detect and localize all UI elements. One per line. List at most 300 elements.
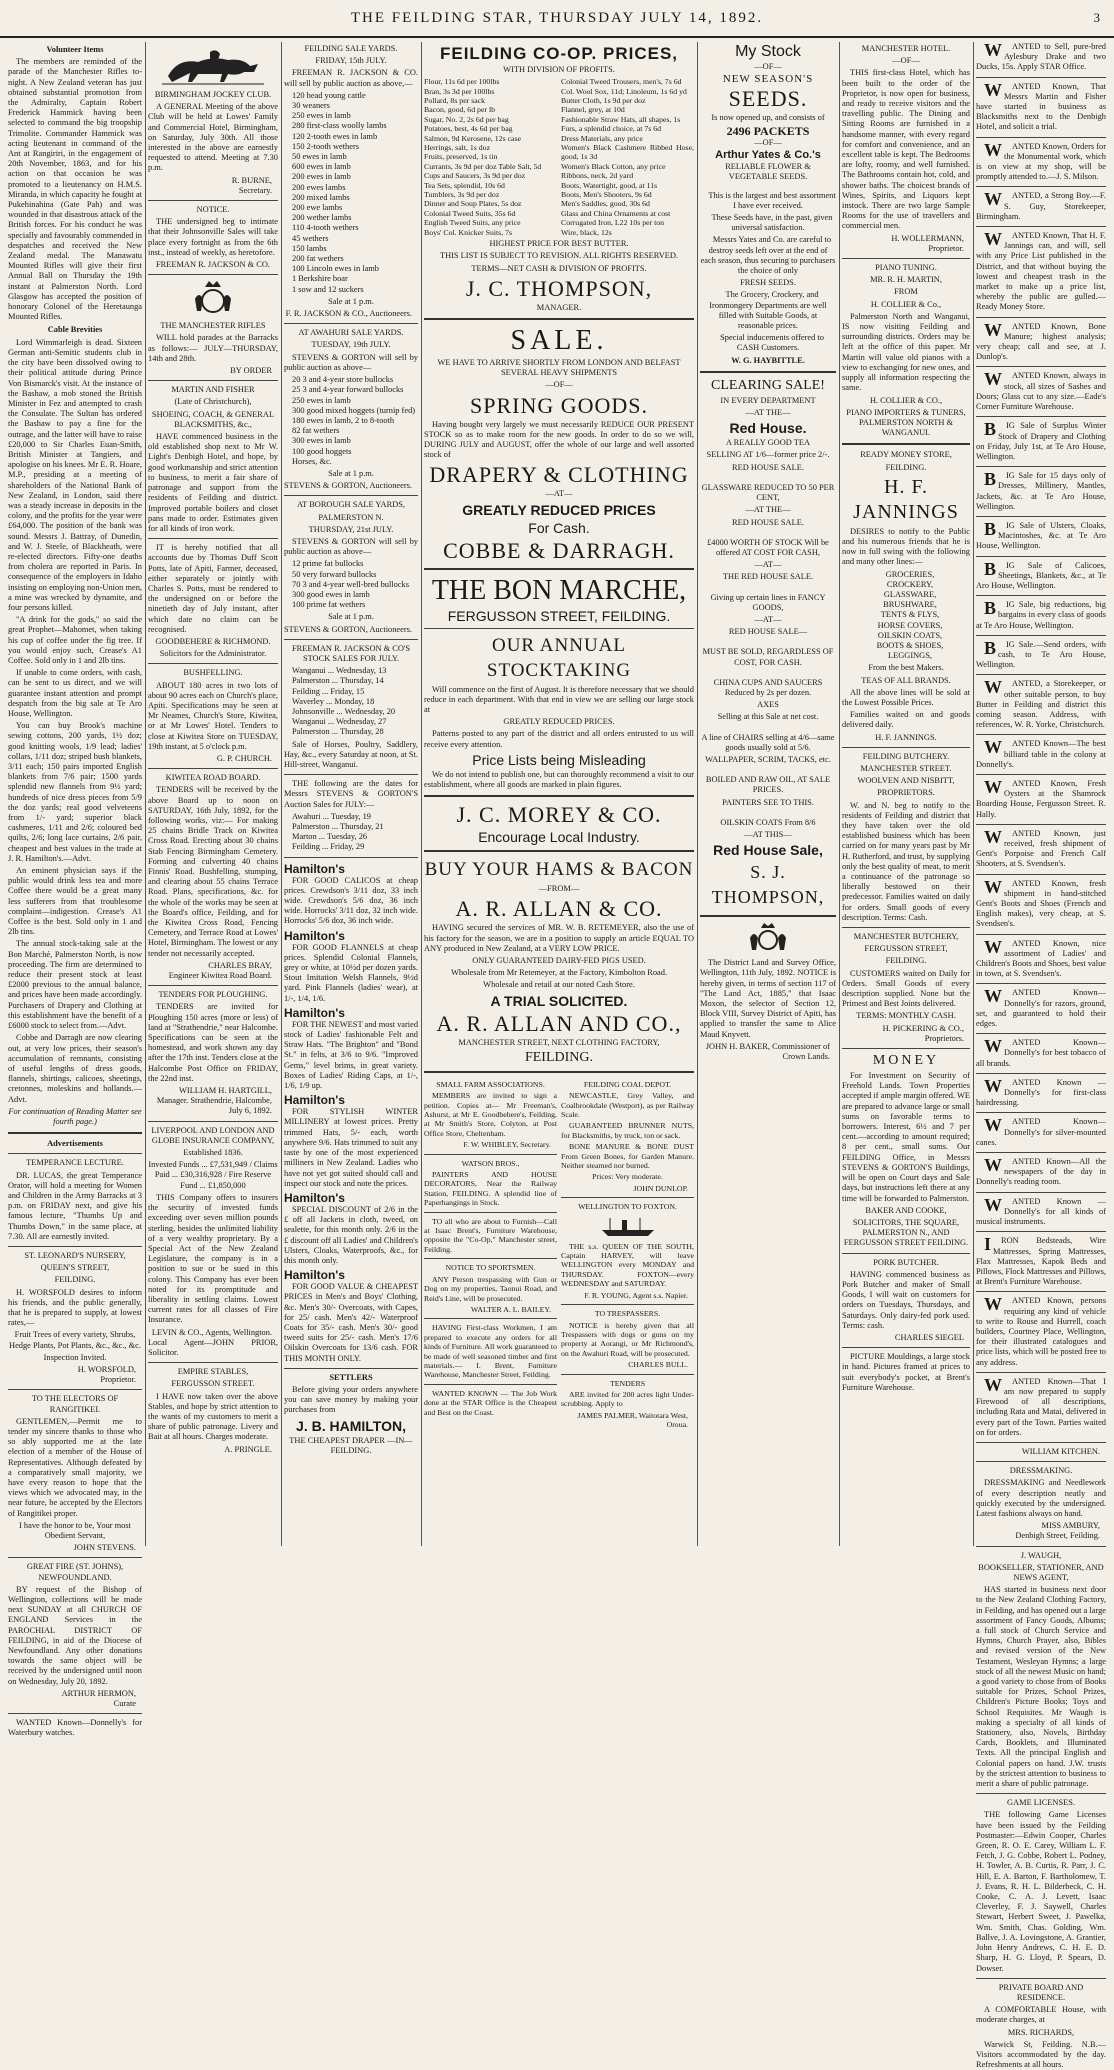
advert-text: —AT— xyxy=(754,614,782,624)
advert-text: —OF— xyxy=(892,56,920,66)
advert-text: —AT THE— xyxy=(745,505,791,515)
signature: H. F. JANNINGS. xyxy=(875,732,937,742)
list-item: 200 fat wethers xyxy=(292,254,344,264)
list-item: 200 ewe lambs xyxy=(292,203,343,213)
advert-text: RED HOUSE SALE— xyxy=(728,627,808,637)
list-item: CROCKERY, xyxy=(886,579,934,589)
signature: JOHN H. BAKER, Commissioner of Crown Lands. xyxy=(705,1041,830,1061)
classified-advert: BIG Sale, big reductions, big bargains in every class of goods at Te Aro House, Wellington. xyxy=(976,598,1106,630)
advert-text: GREATLY REDUCED PRICES. xyxy=(503,717,615,727)
classified-advert: WANTED Known, just received, fresh shipment of Gent's Porpoise and French Calf Shooters, at S. Svendsen's. xyxy=(976,826,1106,869)
advert-text: DR. LUCAS, the great Temperance Orator, will hold a meeting for Women and Children in the Army Barracks at 3 p.m. on FRIDAY next, and give his famous lecture, "Thumbs Up and Thumbs Down," in the same place, at 7.30. All are earnestly invited. xyxy=(8,1170,142,1241)
signature: BY ORDER xyxy=(230,366,272,376)
price-row: Women's Black Cotton, any price xyxy=(561,161,666,171)
divider xyxy=(976,416,1106,417)
signature-role: Proprietor. xyxy=(100,1375,136,1385)
classified-advert: WANTED Known—Donnelly's for razors, ground, set, and guaranteed to hold their edges. xyxy=(976,986,1106,1029)
advert-heading: WATSON BROS., xyxy=(461,1158,520,1168)
advert-subheading: SHOEING, COACH, & GENERAL BLACKSMITHS, &c., xyxy=(151,409,275,429)
divider xyxy=(976,1546,1106,1547)
advert-text: PAINTERS AND HOUSE DECORATORS, Near the Railway Station, FEILDING. A splendid line of Paperhangings in Stock. xyxy=(424,1170,557,1208)
advert-text: From the best Makers. xyxy=(868,663,944,673)
advert-text: HIGHEST PRICE FOR BEST BUTTER. xyxy=(489,239,629,249)
list-item: 300 good mixed hoggets (turnip fed) xyxy=(292,405,416,415)
price-row: Sugar, No. 2, 2s 6d per bag xyxy=(424,114,509,124)
advert-heading: SEEDS. xyxy=(728,86,808,112)
advert-heading: FEILDING BUTCHERY. xyxy=(862,751,950,761)
advert-text: BOILED AND RAW OIL, AT SALE PRICES. xyxy=(705,775,831,795)
signature: H. WORSFOLD, xyxy=(77,1364,136,1374)
classified-advert: WANTED Known—Donnelly's for best tobacco of all brands. xyxy=(976,1036,1106,1068)
price-row: Furs, a splendid choice, at 7s 6d xyxy=(561,124,662,134)
advert-heading: PIANO TUNING. xyxy=(875,263,937,273)
advert-text: FOR GOOD VALUE & CHEAPEST PRICES in Men's and Boys' Clothing, &c. Men's 30/- Overcoats, with Capes, for 25/ cash. Men's 42/- Waterproof Coats for 35/- cash. Men's 30/- good tweed suits for 25/- cash. Men's 17/6 Oilskin Overcoats for 13/6 cash. FOR THIS MONTH ONLY. xyxy=(284,1282,418,1363)
advert-heading: Hamilton's xyxy=(284,1093,345,1108)
classified-advert: IRON Bedsteads, Wire Mattresses, Spring Mattresses, Flax Mattresses, Kapok Beds and Pillows, Flock Mattresses and Pillows, at Brent's Furniture Warehouse. xyxy=(976,1234,1106,1287)
divider xyxy=(976,186,1106,187)
advert-heading: SETTLERS xyxy=(329,1372,373,1382)
signature-role: PIANO IMPORTERS & TUNERS, PALMERSTON NORTH & WANGANUI. xyxy=(846,407,966,438)
advert-heading: MANCHESTER BUTCHERY, xyxy=(853,932,959,942)
signature: H. WOLLERMANN, xyxy=(891,233,964,243)
price-row: Dress Materials, any price xyxy=(561,133,643,143)
advert-text: Giving up certain lines in FANCY GOODS, xyxy=(710,592,826,612)
divider xyxy=(976,674,1106,675)
list-item: TENTS & FLYS, xyxy=(880,610,940,620)
divider xyxy=(148,768,278,769)
steamship-icon xyxy=(598,1216,658,1238)
classified-advert: BIG Sale.—Send orders, with cash, to Te Aro House, Wellington. xyxy=(976,637,1106,670)
divider xyxy=(148,200,278,201)
classified-advert: BIG Sale for 15 days only of Dresses, Millinery, Mantles, Jackets, &c. at Te Aro House, Wellington. xyxy=(976,469,1106,511)
advert-heading: TEMPERANCE LECTURE. xyxy=(26,1158,124,1168)
list-item: Horses, &c. xyxy=(292,456,332,466)
advert-subheading: THURSDAY, 21st JULY. xyxy=(308,524,394,534)
list-item: 1 Berkshire boar xyxy=(292,274,348,284)
advert-text: CHINA CUPS AND SAUCERS Reduced by 2s per dozen. xyxy=(713,677,823,697)
divider xyxy=(976,1152,1106,1153)
signature: F. W. WHIBLEY, Secretary. xyxy=(463,1140,551,1150)
list-item: 150 lambs xyxy=(292,243,327,253)
classified-advert: WANTED Known, That H. F. Jannings can, and will, sell with any Price List published in the District, and that without buying the lowest and cheapest trash in the market to make up a price list, whereby the public are gulled.—Ready Money Store. xyxy=(976,229,1106,312)
advert-heading: FREEMAN R. JACKSON & CO'S STOCK SALES FOR JULY. xyxy=(291,643,411,663)
advert-text: WE HAVE TO ARRIVE SHORTLY FROM LONDON AND BELFAST SEVERAL HEAVY SHIPMENTS xyxy=(437,357,681,378)
divider xyxy=(976,1112,1106,1113)
divider xyxy=(976,734,1106,735)
advert-heading: EMPIRE STABLES, xyxy=(177,1367,249,1377)
divider xyxy=(148,1121,278,1122)
divider xyxy=(976,635,1106,636)
advert-heading: AXES xyxy=(757,700,779,710)
advert-subheading: Encourage Local Industry. xyxy=(478,829,640,846)
column-rule xyxy=(145,42,146,1546)
divider xyxy=(284,857,418,858)
list-item: GLASSWARE, xyxy=(883,589,937,599)
price-row: Men's Saddles, good, 30s 6d xyxy=(561,199,650,209)
advert-text: —AT THIS— xyxy=(744,829,792,839)
advert-text: THE s.s. QUEEN OF THE SOUTH, Captain HARVEY, will leave WELLINGTON every MONDAY and THURSDAY. FOXTON—every WEDNESDAY and SATURDAY. xyxy=(561,1241,694,1289)
advert-heading: NOTICE. xyxy=(196,205,230,215)
advert-text: GLASSWARE REDUCED TO 50 PER CENT, xyxy=(701,482,835,503)
list-item: 250 ewes in lamb xyxy=(292,395,351,405)
advert-text: "A drink for the gods," so said the great Prophet—Mahomet, when taking his cup of coffee under the fig tree. If you would enjoy such, Crease's A1 Coffee. Sold only in 1 and 2lb tins. xyxy=(8,615,142,665)
price-row: Colonial Tweed Trousers, men's, 7s 6d xyxy=(561,77,682,87)
advert-heading: THE MANCHESTER RIFLES xyxy=(160,321,266,331)
sale-date-row: Wanganui ... Wednesday, 27 xyxy=(292,717,387,727)
divider xyxy=(424,1318,557,1319)
price-row: Pollard, 8s per sack xyxy=(424,96,486,106)
small-adverts xyxy=(424,1078,694,1430)
continuation-note: For continuation of Reading Matter see fourth page.) xyxy=(8,1106,142,1126)
signature: F. R. YOUNG, Agent s.s. Napier. xyxy=(584,1290,688,1300)
advert-text: MEMBERS are invited to sign a petition. Copies at— Mr Freeman's, Ashurst, at Mr E. Goodbehere's, Feilding, at Mr Smith's Store, Colyton, at Post Office Store, Cheltenham. xyxy=(424,1091,557,1138)
advert-text: Palmerston North and Wanganui, IS now visiting Feilding and surrounding districts. Orders may be left at the office of this paper. Mr Martin will value old pianos with a view to exchanging for new ones, and supply all information respecting the same. xyxy=(842,311,970,393)
sale-date-row: Palmerston ... Thursday, 28 xyxy=(292,727,384,737)
divider xyxy=(148,380,278,381)
divider xyxy=(976,516,1106,517)
signature-role: Engineer Kiwitea Road Board. xyxy=(168,971,272,981)
advert-text: The District Land and Survey Office, Wellington, 11th July, 1892. NOTICE is hereby given, in terms of section 117 of "The Land Act, 1885," that Isaac Moxon, the selector of Section 12, Block VIII, Survey District of Apiti, has applied to transfer the same to Alice Maud Knyvett. xyxy=(700,958,836,1039)
divider xyxy=(700,371,836,373)
page-number: 3 xyxy=(1093,10,1100,25)
advert-heading: TO TRESPASSERS. xyxy=(594,1309,661,1319)
goods-list xyxy=(850,570,970,662)
price-row: Corrugated Iron, L22 10s per ton xyxy=(561,218,665,228)
advert-heading: A. R. ALLAN & CO. xyxy=(455,896,663,922)
price-row: Currants, 3s 9d per doz Table Salt, 5d xyxy=(424,161,542,171)
advert-text: The annual stock-taking sale at the Bon Marché, Palmerston North, is now proceeding. The firm are determined to reduce their present stock at least £2000 previous to the annual balance, and prices have been made accordingly. Purchasers of Drapery and Clothing at this establishment have the benefit of a £6000 stock to select from.—Advt. xyxy=(8,939,142,1031)
advert-text: —AT— xyxy=(754,560,782,570)
advert-subheading: For Cash. xyxy=(528,519,590,536)
list-item: 200 ewes lambs xyxy=(292,182,346,192)
section-heading: Volunteer Items xyxy=(46,45,104,54)
classified-advert: WANTED Known, Bone Manure; highest analysis; very cheap; call and see, at J. Dunlop's. xyxy=(976,319,1106,362)
advert-subheading: FEILDING. xyxy=(885,956,927,966)
stock-list xyxy=(292,91,418,295)
advert-heading: DRESSMAKING. xyxy=(1009,1466,1073,1476)
price-row: Tumblers, 3s 9d per doz xyxy=(424,190,500,200)
list-item: 25 3 and 4-year forward bullocks xyxy=(292,385,404,395)
divider xyxy=(976,1033,1106,1034)
advert-text: Is now opened up, and consists of xyxy=(711,113,825,123)
advert-text: IT is hereby notified that all accounts due by Thomas Duff Scott Potts, late of Apiti, Farmer, deceased, either separately or jointly with Charles S. Potts, must be rendered to the undersigned on or before the ninetieth day of July instant, after which date no claim can be recognised. xyxy=(148,543,278,634)
advert-heading: NEW SEASON'S xyxy=(722,73,814,86)
advert-heading: MARTIN AND FISHER xyxy=(171,385,255,395)
advert-text: All the above lines will be sold at the Lowest Possible Prices. xyxy=(842,687,970,707)
advert-subheading: RELIABLE FLOWER & VEGETABLE SEEDS. xyxy=(725,162,811,182)
advert-text: STEVENS & GORTON will sell by public auction as above— xyxy=(284,536,418,557)
advert-text: FOR GOOD CALICOS at cheap prices. Crewdson's 3/11 doz, 33 inch wide. Crewdson's 5/6 doz, 36 inch wide. Horrocks' 3/11 doz, 32 inch wide. Horrocks' 5/6 doz, 36 inch wide. xyxy=(284,875,418,926)
divider xyxy=(8,1557,142,1558)
classified-advert: BIG Sale of Calicoes, Sheetings, Blankets, &c., at Te Aro House, Wellington. xyxy=(976,558,1106,590)
advert-text: £4000 WORTH OF STOCK Will be offered AT COST FOR CASH, xyxy=(707,537,829,557)
advert-text: BY request of the Bishop of Wellington, collections will be made next SUNDAY at all CHURCH OF ENGLAND Services in the PAROCHIAL DISTRICT OF FEILDING, in aid of the Diocese of Newfoundland. Any other donations towards the same object will be received by the undersigned until noon on Wednesday, July 20, 1892. xyxy=(8,1584,142,1686)
divider xyxy=(976,774,1106,775)
list-item: 300 ewes in lamb xyxy=(292,436,351,446)
divider xyxy=(561,1374,694,1375)
price-row: Potatoes, best, 4s 6d per bag xyxy=(424,124,513,134)
advert-text: WANTED KNOWN — The Job Work done at the STAR Office is the Cheapest and Best on the Coast. xyxy=(424,1388,557,1417)
advert-subheading: PROPRIETORS. xyxy=(877,788,935,798)
advert-heading: Hamilton's xyxy=(284,1190,345,1205)
column-rule xyxy=(697,42,698,1546)
divider xyxy=(842,927,970,928)
advert-subheading: MANCHESTER STREET. xyxy=(860,763,952,773)
advert-text: The Grocery, Crockery, and Ironmongery Departments are well filled with Suitable Goods, at reasonable prices. xyxy=(709,290,827,331)
price-row: English Tweed Suits, any price xyxy=(424,218,521,228)
advert-subheading: FEILDING. xyxy=(54,1275,96,1285)
divider xyxy=(424,795,694,797)
column-2 xyxy=(148,42,278,1546)
advert-heading: J. C. THOMPSON, xyxy=(465,275,653,301)
advert-subheading: FERGUSSON STREET. xyxy=(171,1379,255,1389)
list-item: 200 ewes in lamb xyxy=(292,172,351,182)
price-row: Herrings, salt, 1s doz xyxy=(424,143,491,153)
advert-text: Having bought very largely we must necessarily REDUCE OUR PRESENT STOCK so as to make room for the new goods. In order to do so we will, DURING JULY and AUGUST, offer the whole of our large and well assorted stock of xyxy=(424,419,694,460)
advert-figures: Invested Funds ... £7,531,949 / Claims Paid ... £30,316,928 / Fire Reserve Fund ... £1,850,000 xyxy=(148,1160,278,1190)
price-row: Ribbons, neck, 2d yard xyxy=(561,171,634,181)
advert-text: Wholesale and retail at our noted Cash Store. xyxy=(483,980,635,990)
classified-advert: WANTED Known—Donnelly's for silver-mounted canes. xyxy=(976,1115,1106,1147)
divider xyxy=(700,915,836,917)
sale-date-row: Palmerston ... Thursday, 21 xyxy=(292,822,384,832)
signature: WILLIAM KITCHEN. xyxy=(1021,1446,1100,1456)
advert-heading: FEILDING SALE YARDS. xyxy=(304,44,398,53)
price-row: Boots, Men's Shooters, 9s 6d xyxy=(561,190,652,200)
advert-text: DRESSMAKING and Needlework of every description neatly and quickly executed by the undersigned. Latest fashions always on hand. xyxy=(976,1478,1106,1518)
signature: CHARLES SIEGEL xyxy=(894,1332,964,1342)
classified-advert: WANTED Known, always in stock, all sizes of Sashes and Doors; Glass cut to any size.—Eade's Corner Furniture Warehouse. xyxy=(976,369,1106,412)
advert-text: OILSKIN COATS From 8/6 xyxy=(720,817,816,827)
divider xyxy=(424,1258,557,1259)
advert-text: —AT— xyxy=(545,489,573,499)
signature: H. PICKERING & CO., Proprietors. xyxy=(882,1023,964,1043)
divider xyxy=(842,1347,970,1348)
advert-text: TENDERS will be received by the above Board up to noon on SATURDAY, 16th July, 1892, for the following works, viz:— For making 25 chains Bridle Track on Kiwitea Cross Road. Erecting about 30 chains Stab Fencing Birmingham Cemetery. Forming and culverting 40 chains Finnis' Road. Bushfelling, stumping, and clearing about 55 chains Terrace Road. Plans, specifications, &c. for the whole of the works may be seen at the Board's office, Feilding, and for the Kiwitea Cross Road, Fencing Cemetery, and Terrace Road at Lowes' Hotel, Birmingham. The lowest or any tender not necessarily accepted. xyxy=(148,785,278,958)
advert-text: WALLPAPER, SCRIM, TACKS, etc. xyxy=(705,754,831,764)
advert-heading: SPRING GOODS. xyxy=(469,392,649,418)
advert-subheading: H. COLLIER & Co., xyxy=(870,299,942,309)
advert-text: TEAS OF ALL BRANDS. xyxy=(861,675,951,685)
divider xyxy=(976,1291,1106,1292)
advert-heading: BUSHFELLING. xyxy=(183,668,243,678)
divider xyxy=(148,985,278,986)
signature: A. PRINGLE. xyxy=(224,1444,272,1454)
advert-text: THE undersigned beg to intimate that their Johnsonville Sales will take place every fortnight as from the 6th inst., instead of weekly, as heretofore. xyxy=(148,217,278,257)
advert-text: THE following Game Licenses have been issued by the Feilding Postmaster:—Edwin Cooper, Charles Green, R. O. E. Carey, William L. F. Fetch, J. G. Cobbe, Robert L. Podney, H. Towler, A. B. Curtis, R. Parr, J. C. Hill, E. A. Barton, F. Bartholomew, T. J. Evans, R. H. L. Bilderbeck, C. H. Cooke, C. A. J. Levett, Isaac Cleverley, F. J. Saywell, Charles Stewart, Herbert Sweet, J. Pawelka, Wm. Smith, Chas. Golding, Wm. Ballve, J. A. Lovingstone, A. Grantier, John Henry Andrews, C. H. E. D. Sharp, H. G. Lloyd, P. Spears, D. Dowser. xyxy=(976,1810,1106,1973)
column-rule xyxy=(421,42,422,1546)
advert-text: SPECIAL DISCOUNT of 2/6 in the £ off all Jackets in cloth, tweed, on sealette, for this month only. 2/6 in the £ discount off all Ladies' and Children's Ulsters, Cloaks, Waterproofs, &c., for this month only. xyxy=(284,1204,418,1265)
advert-heading: NOTICE TO SPORTSMEN. xyxy=(445,1263,536,1273)
list-item: 20 3 and 4-year store bullocks xyxy=(292,375,394,385)
advert-heading: READY MONEY STORE, xyxy=(860,450,952,460)
advert-text: GUARANTEED BRUNNER NUTS, for Blacksmiths, by truck, ton or sack. xyxy=(561,1121,694,1140)
sale-date-row: Awahuri ... Tuesday, 19 xyxy=(292,811,371,821)
divider xyxy=(148,538,278,539)
sale-date-row: Marton ... Tuesday, 26 xyxy=(292,832,368,842)
advert-heading: TO THE ELECTORS OF RANGITIKEI. xyxy=(31,1394,119,1414)
advert-heading: SMALL FARM ASSOCIATIONS. xyxy=(436,1079,545,1089)
price-list-right xyxy=(561,77,694,237)
advert-heading: Red House. xyxy=(729,420,807,437)
signature: CHARLES BULL. xyxy=(628,1360,688,1370)
price-row: Tea Sets, splendid, 10s 6d xyxy=(424,180,505,190)
advert-text: Sale at 1 p.m. xyxy=(328,612,374,622)
price-row: Boots, Watertight, good, at 11s xyxy=(561,180,658,190)
advert-text: Selling at this Sale at net cost. xyxy=(717,712,819,722)
advert-text: Special inducements offered to CASH Customers. xyxy=(720,333,824,353)
divider xyxy=(976,226,1106,227)
signature: H. COLLIER & CO., xyxy=(869,395,943,405)
advert-text: A GENERAL Meeting of the above Club will be held at Lowes' Family and Commercial Hotel, Birmingham, on Saturday, July 30th. All those interested in the above are earnestly requested to attend. Meeting at 7.30 p.m. xyxy=(148,102,278,173)
list-item: 120 2-tooth ewes in lamb xyxy=(292,131,378,141)
advert-text: If unable to come orders, with cash, can be sent to us direct, and we will guarantee instant attention and prompt despatch from the big sale at Te Aro House, Wellington. xyxy=(8,668,142,718)
advert-heading: DRAPERY & CLOTHING xyxy=(429,462,689,488)
signature-role: Solicitors for the Administrator. xyxy=(159,649,267,659)
divider xyxy=(976,1231,1106,1232)
sale-date-row: Johnsonville ... Wednesday, 20 xyxy=(292,706,396,716)
advert-heading: FEILDING COAL DEPOT. xyxy=(583,1079,672,1089)
list-item: 45 wethers xyxy=(292,233,329,243)
advert-heading: Hamilton's xyxy=(284,928,345,943)
divider xyxy=(976,874,1106,875)
price-row: Flannel, grey, at 10d xyxy=(561,105,625,115)
divider xyxy=(424,628,694,629)
advert-heading: MONEY xyxy=(872,1053,940,1069)
column-3 xyxy=(284,42,418,1546)
signature: WALTER A. L. BAILEY. xyxy=(470,1304,551,1314)
divider xyxy=(561,1304,694,1305)
list-item: 12 prime fat bullocks xyxy=(292,559,364,569)
advert-text: PICTURE Mouldings, a large stock in hand. Pictures framed at prices to suit everybody's pocket, at Brent's Furniture Warehouse. xyxy=(842,1352,970,1392)
advert-heading: GREAT FIRE (ST. JOHNS), NEWFOUNDLAND. xyxy=(26,1562,124,1582)
advert-text: Sale of Horses, Poultry, Saddlery, Hay, &c., every Saturday at noon, at St. Hill-street, Wanganui. xyxy=(284,739,418,769)
advert-text: FREEMAN R. JACKSON & CO. will sell by public auction as above,— xyxy=(284,68,418,88)
signature-role: Proprietor. xyxy=(928,243,964,253)
advert-text: THIS Company offers to insurers the security of invested funds exceeding over seven million pounds sterling, besides the unlimited liability of a very wealthy proprietary. By a Special Act of the New Zealand Legislature, the company is in a position to sue or be sued in this colony. This Company has ever been noted for its promptitude and liberality in settling claims. Lowest current rates for all classes of Fire Insurance. xyxy=(148,1192,278,1325)
wanted-adverts xyxy=(976,42,1106,1443)
sale-date-row: Waverley ... Monday, 18 xyxy=(292,696,375,706)
price-table xyxy=(424,77,694,237)
advert-heading: GREATLY REDUCED PRICES xyxy=(462,501,656,518)
column-6 xyxy=(842,42,970,1546)
advert-text: Wholesale from Mr Retemeyer, at the Factory, Kimbolton Road. xyxy=(450,968,668,978)
advert-text: HAVE commenced business in the old established shop next to Mr W. Light's Denbigh Hotel, and hope, by good workmanship and strict attention to business, to merit a fair share of patronage and support from the residents of Feilding and district. Improved portable boilers and closet pans made to order. Estimates given for all kinds of iron work. xyxy=(148,432,278,533)
advert-text: You can buy Brook's machine sewing cottons, 200 yards, 1½ doz; good knitting wools, 1/9 lead; ladies' collars, 1/11 doz; striped bush blankets, 3/11 each; 150 pairs imported English blankets from 7/6 pair; 1500 yards splendid new flannels from 9½ yard; hundreds of nice dress pieces from 5/9 the doz yards; real good velveteens from 1/- yard; superior black cashmeres, 1/11 and 2/6; coloured bed quilts, 2/6; long lace curtains, 2/6 pair, cheapest and best values in the trade at J. R. Hamilton's.—Advt. xyxy=(8,721,142,863)
price-row: Wire, black, 12s xyxy=(561,227,612,237)
advert-text: Sale at 1 p.m. xyxy=(328,296,374,306)
divider xyxy=(284,1368,418,1369)
advert-subheading: TUESDAY, 19th JULY. xyxy=(311,340,391,350)
list-item: 180 ewes in lamb, 2 to 8-tooth xyxy=(292,415,395,425)
list-item: 82 fat wethers xyxy=(292,426,340,436)
advert-text: FROM xyxy=(894,287,918,297)
column-7 xyxy=(976,40,1106,2070)
advert-subheading: FEILDING. xyxy=(524,1049,594,1065)
divider xyxy=(561,1197,694,1198)
signature-role: Manager. Strathendrie, Halcombe, July 6, 1892. xyxy=(156,1096,272,1116)
list-item: 110 4-tooth wethers xyxy=(292,223,359,233)
advert-heading: H. F. JANNINGS xyxy=(853,475,959,523)
advert-heading: KIWITEA ROAD BOARD. xyxy=(165,773,261,783)
divider xyxy=(148,663,278,664)
advert-subheading: WITH DIVISION OF PROFITS. xyxy=(503,65,615,74)
list-item: 200 wether lambs xyxy=(292,213,352,223)
signature-role: Curate xyxy=(113,1699,136,1709)
advert-text: DESIRES to notify to the Public and his numerous friends that he is now in full swing with the following and many other lines:— xyxy=(842,526,970,567)
divider xyxy=(976,137,1106,138)
advert-heading: SALE. xyxy=(510,324,608,356)
sale-date-row: Palmerston ... Thursday, 14 xyxy=(292,676,384,686)
advert-heading: TENDERS xyxy=(609,1378,646,1388)
advert-text: HAVING commenced business as Pork Butcher and maker of Small Goods, I will wait on customers for orders on Tuesdays, Thursdays, and Saturdays. Only dairy-fed pork used. Terms: cash. xyxy=(842,1269,970,1330)
advert-text: ANY Person trespassing with Gun or Dog on my properties, Taonui Road, and Reid's Line, will be prosecuted. xyxy=(424,1274,557,1303)
column-rule xyxy=(973,42,974,1546)
advert-text: Fruit Trees of every variety, Shrubs, Hedge Plants, Pot Plants, &c., &c., &c. xyxy=(9,1330,141,1350)
advert-subheading: PALMERSTON N. xyxy=(318,512,384,522)
advert-subheading: MANCHESTER STREET, NEXT CLOTHING FACTORY, xyxy=(458,1037,660,1047)
signature: WILLIAM H. HARTGILL, xyxy=(179,1086,272,1096)
advert-text: HAS started in business next door to the New Zealand Clothing Factory, in Feilding, and has opened out a large assortment of Fancy Goods, Albums; a full stock of Church Service and Hymns, Church Prayer, also, Bibles and revised version of the New Testament, Wesleyan Hymns; a large stock of all the newest Music on hand; a good variety to chose from of Books suitable for Prizes, School Prizes, Children's Picture Books; Toys and School Requisites. Mr Waugh is making a specialty of all kinds of Stationery, also, Novels, Birthday Cards, Booklets, and Illuminated Texts. All the principal English and Colonial papers on hand. J.W. trusts by the strictest attention to business to merit a share of public patronage. xyxy=(976,1585,1106,1789)
classified-advert: WANTED to Sell, pure-bred Aylesbury Drake and two Ducks, 15s. Apply STAR Office. xyxy=(976,40,1106,72)
signature-role: Denbigh Street, Feilding. xyxy=(1015,1531,1100,1541)
advert-heading: Red House Sale, xyxy=(713,842,823,859)
advert-subheading: WOOLVEN AND NISBITT, xyxy=(857,776,955,786)
advert-heading: A. R. ALLAN AND CO., xyxy=(436,1010,682,1036)
advert-text: Will commence on the first of August. It is therefore necessary that we should reduce in each department. With that end in view we are selling our large stock at xyxy=(424,684,694,714)
divider xyxy=(284,323,418,324)
advert-text: Warwick St, Feilding. N.B.—Visitors accommodated by the day. Refreshments at all hours. xyxy=(976,2039,1106,2070)
advert-heading: FEILDING CO-OP. PRICES, xyxy=(439,44,679,63)
advert-heading: OUR ANNUAL STOCKTAKING xyxy=(486,634,632,681)
price-row: Butter Cloth, 1s 9d per doz xyxy=(561,96,646,106)
stock-list xyxy=(292,375,418,467)
masthead xyxy=(0,0,1114,38)
price-row: Glass and China Ornaments at cost xyxy=(561,208,671,218)
advert-text: STEVENS & GORTON will sell by public auction as above— xyxy=(284,352,418,372)
advert-text: RED HOUSE SALE. xyxy=(732,462,804,472)
divider xyxy=(842,1253,970,1254)
list-item: 120 head young cattle xyxy=(292,90,366,100)
divider xyxy=(976,77,1106,78)
divider xyxy=(976,1442,1106,1443)
advert-heading: AT AWAHURI SALE YARDS. xyxy=(298,328,404,338)
section-heading: Cable Brevities xyxy=(47,325,103,335)
divider xyxy=(976,1372,1106,1373)
advert-text: We do not intend to publish one, but can thoroughly recommend a visit to our establishment, where all goods are marked in plain figures. xyxy=(424,769,694,789)
advert-text: —OF— xyxy=(754,137,782,147)
classified-advert: WANTED Known, Fresh Oysters at the Shamrock Boarding House, Fergusson Street. R. Hally. xyxy=(976,776,1106,819)
advert-heading: CLEARING SALE! xyxy=(711,377,825,393)
advert-text: Local Agent—JOHN PRIOR, Solicitor. xyxy=(148,1337,278,1357)
advert-text: Cobbe and Darragh are now clearing out, at very low prices, their season's accumulation of remnants, consisting of useful lengths of dress goods, flannels, shirtings, calicoes, sheetings, cretonnes, moleskins and hollands.—Advt. xyxy=(8,1033,142,1104)
divider xyxy=(148,274,278,275)
advert-text: A COMFORTABLE House, with moderate charges, at xyxy=(976,2005,1106,2025)
classified-advert: WANTED Known, Orders for the Monumental work, which is on view at my shop, will be promptly attended to.—J. S. Milson. xyxy=(976,139,1106,182)
advert-text: FOR GOOD FLANNELS at cheap prices. Splendid Colonial Flannels, grey or white, at 10½d per dozen yards. Stout Imitation Welsh Flannels, 9½d yard. Pink Flannels (ladies' wear), at 1/-, 1/4, 1/6. xyxy=(284,942,418,1003)
sale-dates xyxy=(292,812,418,853)
classified-advert: WANTED Known, That Messrs Martin and Fisher have started in business as Blacksmiths next to the Denbigh Hotel, and solicit a trial. xyxy=(976,79,1106,132)
list-item: 70 3 and 4-year well-bred bullocks xyxy=(292,579,409,589)
divider xyxy=(842,747,970,748)
list-item: GROCERIES, xyxy=(885,569,935,579)
list-item: LEGGINGS, xyxy=(888,651,932,661)
divider xyxy=(284,495,418,496)
advert-text: —FROM— xyxy=(538,884,580,894)
signature: JOHN STEVENS. xyxy=(73,1543,136,1553)
signature: FREEMAN R. JACKSON & CO. xyxy=(155,260,270,270)
advert-heading: A TRIAL SOLICITED. xyxy=(490,992,628,1009)
